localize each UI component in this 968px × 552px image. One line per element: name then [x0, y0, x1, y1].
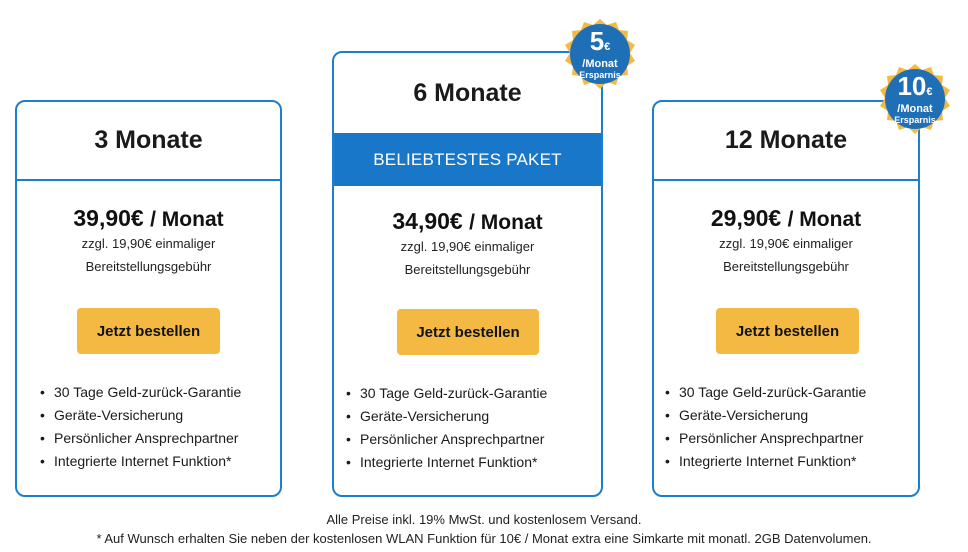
price-amount: 34,90€ [392, 208, 463, 234]
feature-item: • 30 Tage Geld-zurück-Garantie [40, 381, 241, 404]
order-button[interactable]: Jetzt bestellen [716, 308, 859, 354]
plan-card-6-months [332, 51, 603, 497]
plan-title-text: 6 Monate [413, 78, 522, 107]
plan-card-12-months [652, 100, 920, 497]
savings-badge-12-months [879, 63, 951, 135]
badge-line2: Ersparnis [579, 70, 621, 80]
setup-fee-line2: Bereitstellungsgebühr [723, 259, 849, 274]
feature-list [40, 381, 241, 473]
feature-item: • Geräte-Versicherung [346, 405, 547, 428]
badge-line1: /Monat [582, 58, 618, 70]
feature-item: • Integrierte Internet Funktion* [40, 450, 241, 473]
feature-item: • Geräte-Versicherung [40, 404, 241, 427]
feature-list [665, 381, 866, 473]
feature-item: • Integrierte Internet Funktion* [665, 450, 866, 473]
price-unit: / Monat [787, 208, 862, 231]
plan-title-text: 12 Monate [724, 126, 848, 154]
badge-currency: € [926, 86, 933, 98]
feature-item: • Integrierte Internet Funktion* [346, 451, 547, 474]
plan-price [17, 205, 280, 232]
badge-currency: € [604, 41, 611, 53]
order-button[interactable]: Jetzt bestellen [77, 308, 220, 354]
plan-card-3-months [15, 100, 282, 497]
plan-price [334, 208, 601, 235]
feature-item: • Geräte-Versicherung [665, 404, 866, 427]
price-unit: / Monat [469, 211, 543, 234]
savings-badge-6-months [564, 18, 636, 90]
feature-item: • Persönlicher Ansprechpartner [346, 428, 547, 451]
setup-fee-line1: zzgl. 19,90€ einmaliger [81, 236, 216, 251]
badge-amount: 5 [589, 26, 605, 56]
plan-title [17, 102, 280, 181]
plan-price [654, 205, 918, 232]
footer-footnote: * Auf Wunsch erhalten Sie neben der kostenlosen WLAN Funktion für 10€ / Monat extra eine Simkarte mit monatl. 2GB Datenvolumen. [96, 531, 872, 546]
plan-title [334, 53, 601, 133]
order-button[interactable]: Jetzt bestellen [397, 309, 539, 355]
badge-line1: /Monat [897, 103, 933, 115]
price-unit: / Monat [150, 208, 224, 231]
badge-amount: 10 [897, 71, 927, 101]
setup-fee-line2: Bereitstellungsgebühr [85, 259, 212, 274]
setup-fee-line2: Bereitstellungsgebühr [404, 262, 531, 277]
feature-list [346, 382, 547, 474]
badge-line2: Ersparnis [894, 115, 936, 125]
setup-fee-line1: zzgl. 19,90€ einmaliger [719, 236, 853, 251]
plan-title-text: 3 Monate [94, 126, 203, 154]
feature-item: • Persönlicher Ansprechpartner [40, 427, 241, 450]
popular-banner: BELIEBTESTES PAKET [334, 133, 601, 186]
price-amount: 39,90€ [73, 205, 144, 231]
feature-item: • Persönlicher Ansprechpartner [665, 427, 866, 450]
footer-price-note: Alle Preise inkl. 19% MwSt. und kostenlosem Versand. [326, 512, 642, 527]
price-amount: 29,90€ [710, 205, 782, 231]
setup-fee-line1: zzgl. 19,90€ einmaliger [400, 239, 535, 254]
feature-item: • 30 Tage Geld-zurück-Garantie [346, 382, 547, 405]
feature-item: • 30 Tage Geld-zurück-Garantie [665, 381, 866, 404]
